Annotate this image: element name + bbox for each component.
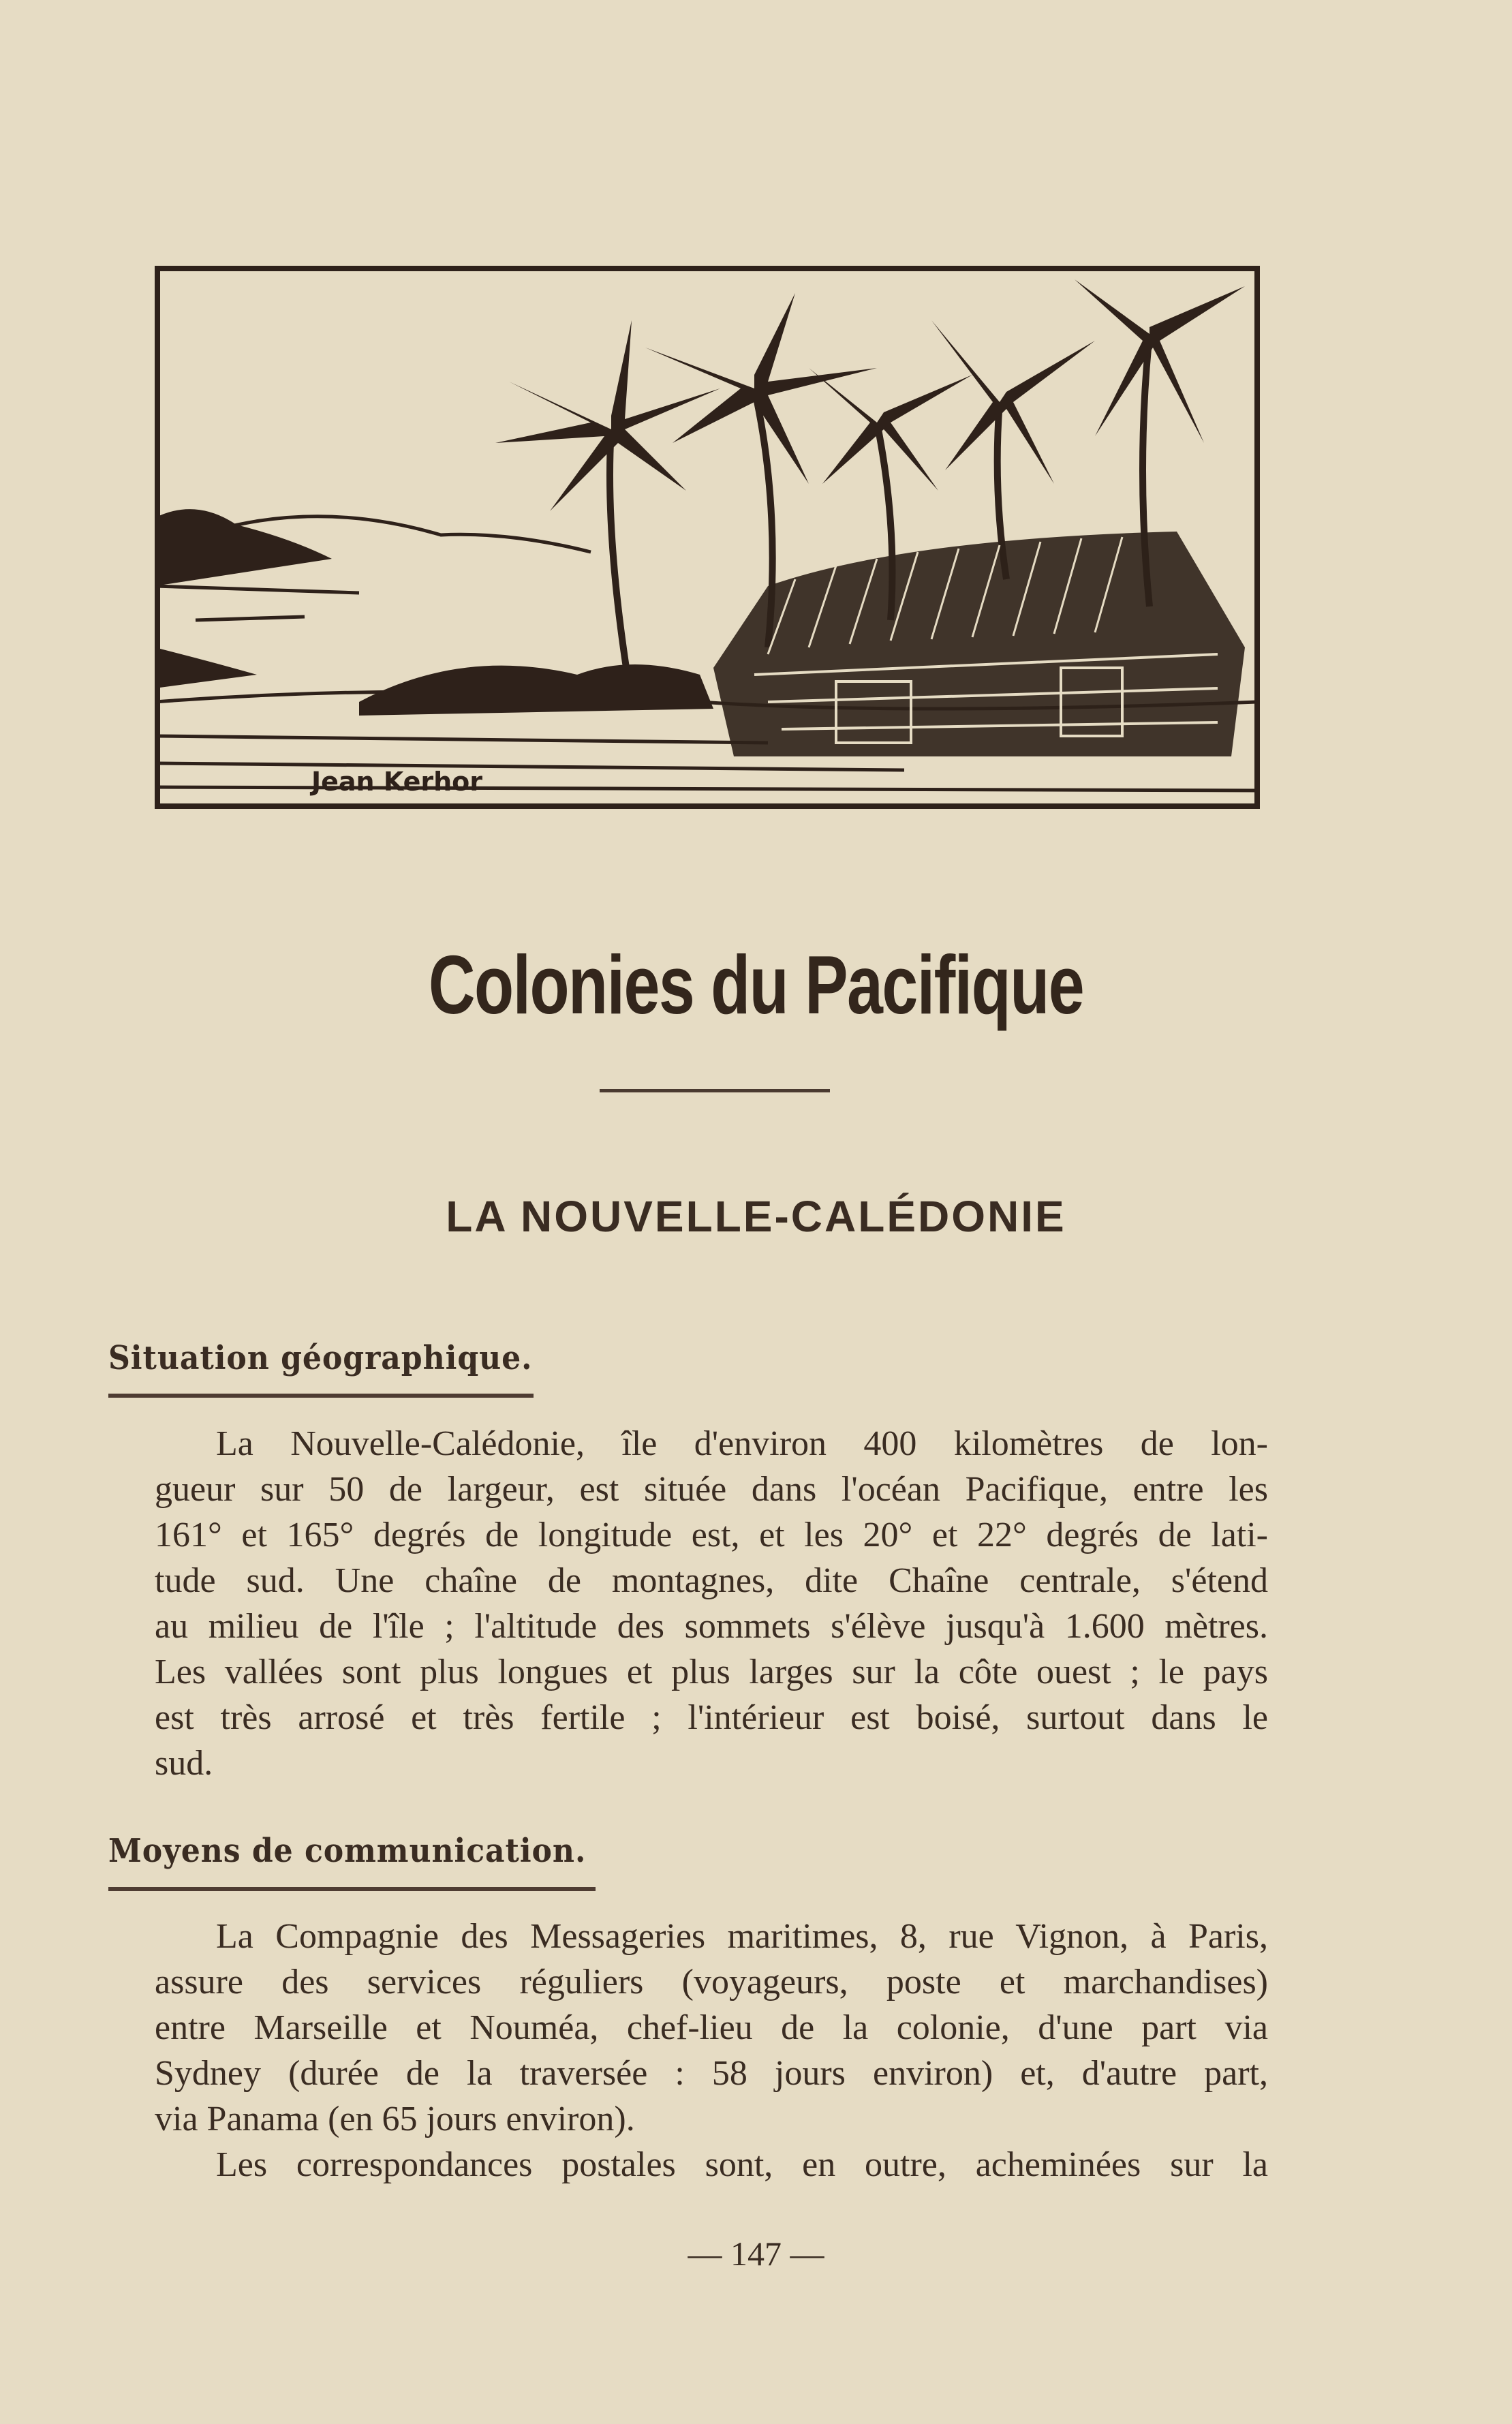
text-line: Les correspondances postales sont, en outre, acheminées sur la <box>216 2145 1268 2184</box>
text-line: assure des services réguliers (voyageurs, poste et marchandises) <box>155 1963 1268 2001</box>
woodcut-illustration-palm-hut <box>155 266 1260 809</box>
text-line: entre Marseille et Nouméa, chef-lieu de la colonie, d'une part via <box>155 2008 1268 2047</box>
paragraph-communication <box>155 1914 1268 2188</box>
paragraph-situation <box>155 1421 1268 1786</box>
text-line: Sydney (durée de la traversée : 58 jours environ) et, d'autre part, <box>155 2054 1268 2093</box>
text-line: gueur sur 50 de largeur, est située dans l'océan Pacifique, entre les <box>155 1470 1268 1509</box>
text-line: La Compagnie des Messageries maritimes, 8, rue Vignon, à Paris, <box>216 1917 1268 1956</box>
text-line: tude sud. Une chaîne de montagnes, dite Chaîne centrale, s'étend <box>155 1561 1268 1600</box>
text-line: est très arrosé et très fertile ; l'intérieur est boisé, surtout dans le <box>155 1698 1268 1737</box>
text-line: sud. <box>155 1744 213 1783</box>
heading-moyens-de-communication: Moyens de communication. <box>108 1832 587 1870</box>
section-title: LA NOUVELLE-CALÉDONIE <box>446 1192 1066 1241</box>
heading-underline <box>108 1887 596 1891</box>
page-title: Colonies du Pacifique <box>428 938 1084 1031</box>
illustration-signature: Jean Kerhor <box>311 767 483 797</box>
text-line: La Nouvelle-Calédonie, île d'environ 400 kilomètres de lon- <box>216 1424 1268 1463</box>
text-line: Les vallées sont plus longues et plus larges sur la côte ouest ; le pays <box>155 1653 1268 1691</box>
text-line: au milieu de l'île ; l'altitude des sommets s'élève jusqu'à 1.600 mètres. <box>155 1607 1268 1646</box>
heading-situation-geographique: Situation géographique. <box>108 1339 533 1377</box>
title-divider <box>600 1089 830 1092</box>
text-line: via Panama (en 65 jours environ). <box>155 2100 635 2138</box>
page-number: — 147 — <box>688 2235 824 2273</box>
heading-underline <box>108 1394 534 1398</box>
text-line: 161° et 165° degrés de longitude est, et les 20° et 22° degrés de lati- <box>155 1516 1268 1554</box>
